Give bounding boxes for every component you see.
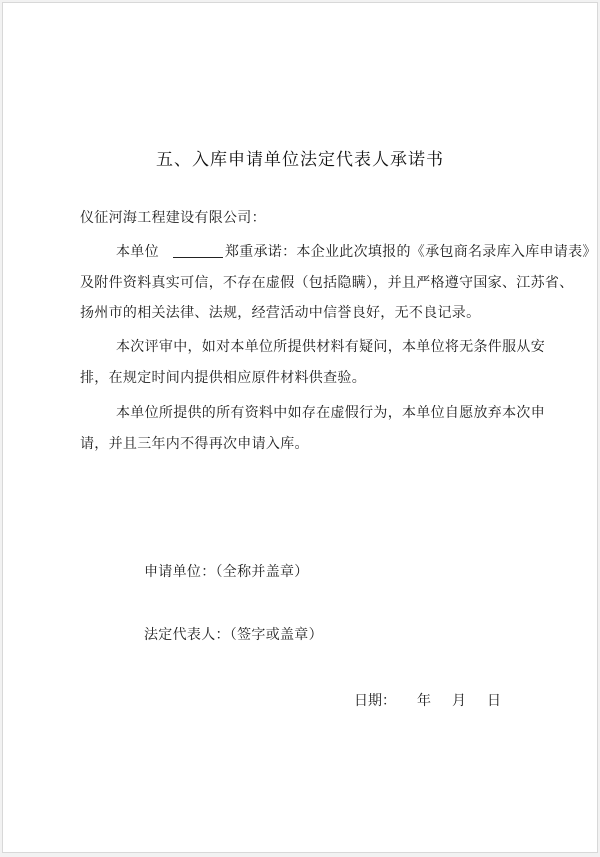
review-line-1: 本次评审中，如对本单位所提供材料有疑问，本单位将无条件服从安 xyxy=(116,339,545,355)
document-title: 五、入库申请单位法定代表人承诺书 xyxy=(156,150,444,170)
unit-prefix: 本单位 xyxy=(116,244,159,260)
date-day: 日 xyxy=(487,693,501,709)
commitment-line-1-rest: 郑重承诺：本企业此次填报的《承包商名录库入库申请表》 xyxy=(224,244,597,260)
falsity-line-2: 请，并且三年内不得再次申请入库。 xyxy=(80,436,309,452)
commitment-line-3: 扬州市的相关法律、法规，经营活动中信誉良好，无不良记录。 xyxy=(80,305,481,321)
document-page xyxy=(2,2,598,853)
addressee: 仪征河海工程建设有限公司： xyxy=(80,210,266,226)
commitment-line-1 xyxy=(116,241,597,261)
legal-rep-signature-label: 法定代表人：（签字或盖章） xyxy=(144,627,323,643)
falsity-line-1: 本单位所提供的所有资料中如存在虚假行为，本单位自愿放弃本次申 xyxy=(116,405,545,421)
date-label: 日期： xyxy=(354,693,396,709)
applicant-signature-label: 申请单位：（全称并盖章） xyxy=(144,564,309,580)
unit-name-blank xyxy=(173,243,223,258)
commitment-line-2: 及附件资料真实可信，不存在虚假（包括隐瞒），并且严格遵守国家、江苏省、 xyxy=(80,275,574,291)
review-line-2: 排，在规定时间内提供相应原件材料供查验。 xyxy=(80,370,366,386)
date-month: 月 xyxy=(452,693,466,709)
date-year: 年 xyxy=(417,693,431,709)
